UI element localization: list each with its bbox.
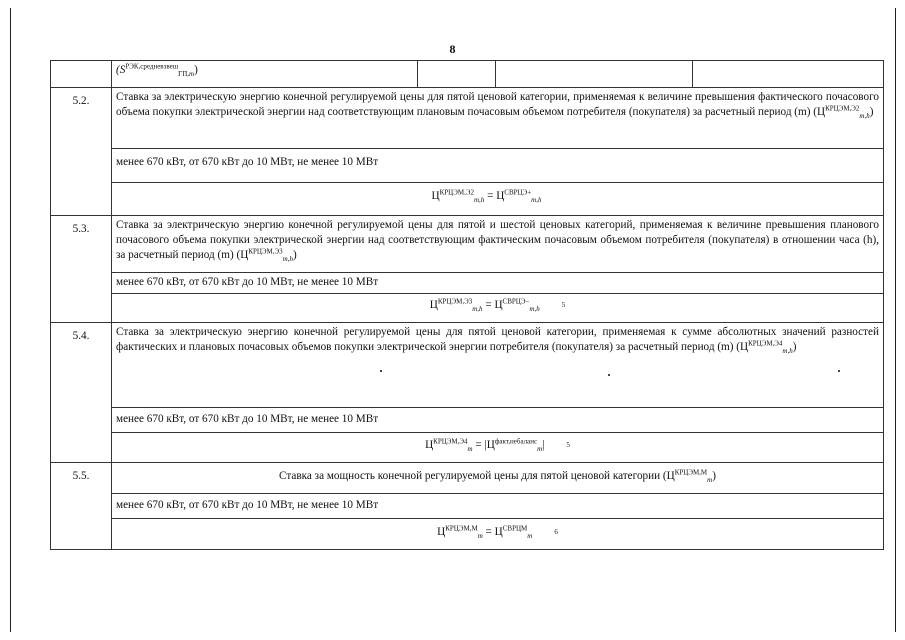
row-number-cell — [51, 61, 112, 88]
continuation-cell: $(S^{РЭК,средневзвеш}_{ГП,m})$ — [112, 61, 418, 88]
table-row — [51, 408, 884, 433]
table-row — [51, 463, 884, 494]
voltage-range: менее 670 кВт, от 670 кВт до 10 МВт, не менее 10 МВт — [112, 273, 884, 294]
table-row — [51, 88, 884, 149]
table-row — [51, 433, 884, 463]
voltage-range: менее 670 кВт, от 670 кВт до 10 МВт, не менее 10 МВт — [112, 494, 884, 519]
scan-speck — [608, 374, 610, 376]
table-row — [51, 61, 884, 88]
value-cell — [418, 61, 496, 88]
table-row — [51, 323, 884, 408]
page-number: 8 — [449, 42, 456, 56]
value-cell — [496, 61, 693, 88]
table-row — [51, 149, 884, 183]
row-number: 5.3. — [51, 216, 112, 323]
table-row — [51, 216, 884, 273]
table-row — [51, 273, 884, 294]
row-number: 5.5. — [51, 463, 112, 550]
table-row — [51, 294, 884, 323]
value-cell — [693, 61, 884, 88]
formula: $Ц^{КРЦЭМ,М}_m = Ц^{СВРЦМ}_m6$ — [112, 519, 884, 550]
row-description: Ставка за электрическую энергию конечной регулируемой цены для пятой и шестой ценовых категорий, применяемая к величине превышения планового почасового объема покупки электрической энергии над соответствующим фактическим почасовым объемом потребителя (покупателя) в отношении часа (h), за расчетный период (m) $(Ц^{КРЦЭМ,Э3}_{m,h})$ — [112, 216, 884, 273]
formula: $Ц^{КРЦЭМ,Э4}_m = |Ц^{факт,небаланс}_m|$ 5 — [112, 433, 884, 463]
tariff-table — [50, 60, 884, 550]
formula: $Ц^{КРЦЭМ,Э3}_{m,h} = Ц^{СВРЦЭ-}_{m,h}5$ — [112, 294, 884, 323]
table-row — [51, 494, 884, 519]
row-number: 5.2. — [51, 88, 112, 216]
scan-speck — [838, 370, 840, 372]
scan-speck — [380, 370, 382, 372]
voltage-range: менее 670 кВт, от 670 кВт до 10 МВт, не менее 10 МВт — [112, 149, 884, 183]
row-description: Ставка за мощность конечной регулируемой цены для пятой ценовой категории $(Ц^{КРЦЭМ,М}_m)$ — [112, 463, 884, 494]
voltage-range: менее 670 кВт, от 670 кВт до 10 МВт, не менее 10 МВт — [112, 408, 884, 433]
table-row — [51, 183, 884, 216]
formula: $Ц^{КРЦЭМ,Э2}_{m,h} = Ц^{СВРЦЭ+}_{m,h}$ — [112, 183, 884, 216]
row-description: Ставка за электрическую энергию конечной регулируемой цены для пятой ценовой категории, применяемая к сумме абсолютных значений разностей фактических и плановых почасовых объемов покупки электрической энергии потребителя (покупателя) за расчетный период (m) $(Ц^{КРЦЭМ,Э4}_{m,h})$ — [112, 323, 884, 408]
row-number: 5.4. — [51, 323, 112, 463]
row-description: Ставка за электрическую энергию конечной регулируемой цены для пятой ценовой категории, применяемая к величине превышения фактического почасового объема покупки электрической энергии над соответствующим плановым почасовым объемом потребителя (покупателя) за расчетный период (m) $(Ц^{КРЦЭМ,Э2}_{m,h})$ — [112, 88, 884, 149]
table-row — [51, 519, 884, 550]
